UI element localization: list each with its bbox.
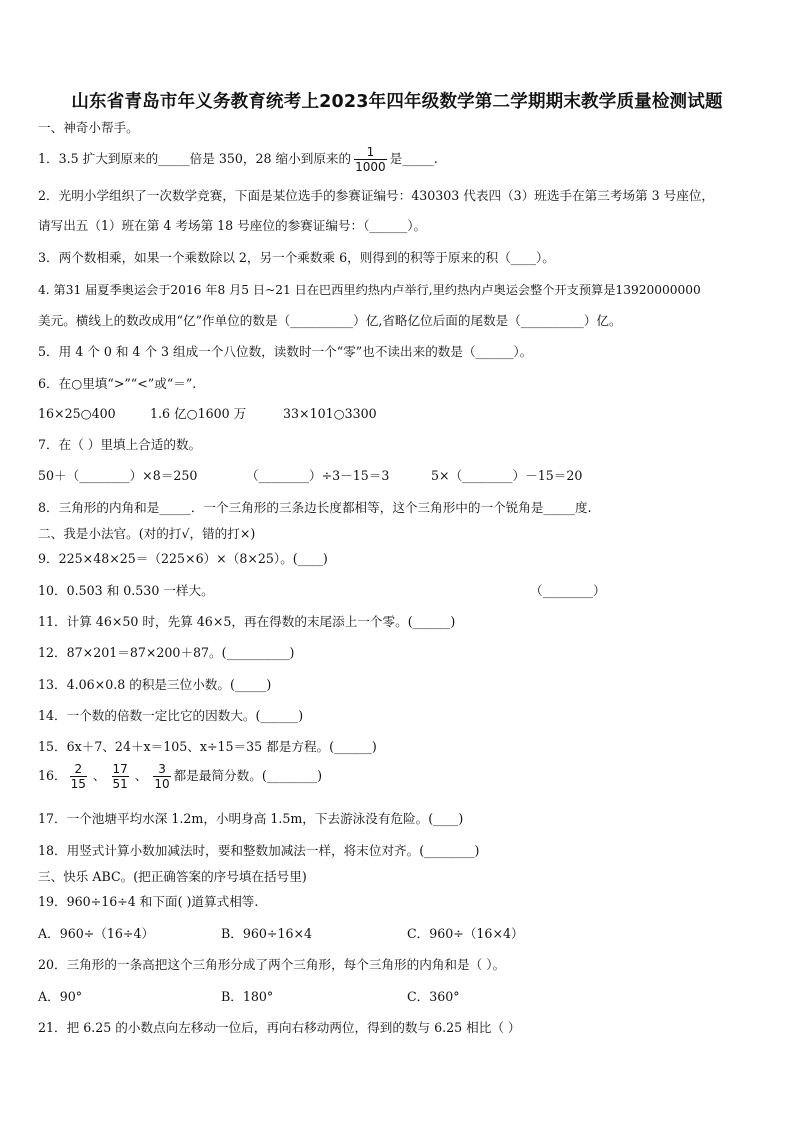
page-title: 山东省青岛市年义务教育统考上2023年四年级数学第二学期期末教学质量检测试题	[71, 92, 723, 112]
question-7-item-b: （________）÷3－15＝3	[246, 468, 390, 483]
question-7-item-c: 5×（________）－15＝20	[431, 468, 583, 483]
question-1	[38, 145, 438, 174]
question-6-item-b: 1.6 亿○1600 万	[150, 406, 247, 421]
question-4-line-1: 4. 第31 届夏季奥运会于2016 年8 月5 日~21 日在巴西里约热内卢举行,里约热内卢奥运会整个开支预算是13920000000	[38, 283, 701, 297]
question-16: 16． $\frac{2}{15}$ 、 $\frac{17}{51}$ 、 $\frac{3}{10}$ 都是最简分数。(________)	[38, 762, 323, 791]
fraction-1-over-1000: $\frac{1}{1000}$	[355, 145, 386, 174]
question-16-tail: 都是最简分数。(________)	[173, 768, 323, 783]
section-heading-1: 一、神奇小帮手。	[38, 120, 139, 135]
question-16-label: 16．	[38, 768, 67, 783]
question-2-line-1: 2．光明小学组织了一次数学竞赛，下面是某位选手的参赛证编号：430303 代表四（3）班选手在第三考场第 3 号座位，	[38, 188, 715, 203]
fraction-17-over-51: $\frac{17}{51}$	[112, 762, 128, 791]
question-4-line-2: 美元。横线上的数改成用“亿”作单位的数是（__________）亿,省略亿位后面的尾数是（__________）亿。	[38, 313, 622, 328]
question-7: 7．在（ ）里填上合适的数。	[38, 437, 202, 452]
question-20-option-a: A．90°	[38, 989, 83, 1004]
question-9: 9．225×48×25＝（225×6）×（8×25）。(____)	[38, 551, 328, 566]
question-2-line-2: 请写出五（1）班在第 4 考场第 18 号座位的参赛证编号：（______）。	[38, 218, 427, 233]
question-20: 20．三角形的一条高把这个三角形分成了两个三角形，每个三角形的内角和是（ ）。	[38, 957, 506, 972]
question-21: 21．把 6.25 的小数点向左移动一位后，再向右移动两位，得到的数与 6.25 相比（ ）	[38, 1020, 521, 1035]
question-19-option-c: C．960÷（16×4）	[407, 926, 524, 941]
question-19-option-b: B．960÷16×4	[221, 926, 313, 941]
question-10: 10．0.503 和 0.530 一样大。	[38, 583, 214, 598]
question-6: 6．在○里填“>”“<”或“＝”.	[38, 376, 197, 391]
question-20-option-b: B．180°	[221, 989, 274, 1004]
question-3: 3．两个数相乘，如果一个乘数除以 2，另一个乘数乘 6，则得到的积等于原来的积（____）。	[38, 250, 555, 265]
question-19-option-a: A．960÷（16÷4）	[38, 926, 155, 941]
question-11: 11．计算 46×50 时，先算 46×5，再在得数的末尾添上一个零。(______)	[38, 614, 456, 629]
question-6-item-c: 33×101○3300	[283, 406, 377, 421]
question-19: 19．960÷16÷4 和下面( )道算式相等.	[38, 894, 259, 909]
section-heading-2: 二、我是小法官。(对的打√，错的打×)	[38, 526, 256, 541]
fraction-2-over-15: $\frac{2}{15}$	[70, 762, 86, 791]
question-10-answer-blank: （________）	[530, 583, 606, 598]
question-1-text: 1．3.5 扩大到原来的_____倍是 350，28 缩小到原来的	[38, 151, 352, 166]
question-20-option-c: C．360°	[407, 989, 460, 1004]
question-13: 13．4.06×0.8 的积是三位小数。(_____)	[38, 677, 272, 692]
question-5: 5．用 4 个 0 和 4 个 3 组成一个八位数，读数时一个“零”也不读出来的数是（______）。	[38, 344, 533, 359]
question-8: 8．三角形的内角和是_____．一个三角形的三条边长度都相等，这个三角形中的一个锐角是_____度.	[38, 500, 592, 515]
question-7-item-a: 50＋（________）×8＝250	[38, 468, 198, 483]
question-15: 15．6x＋7、24＋x＝105、x÷15＝35 都是方程。(______)	[38, 739, 377, 754]
section-heading-3: 三、快乐 ABC。(把正确答案的序号填在括号里)	[38, 869, 307, 884]
question-6-item-a: 16×25○400	[38, 406, 116, 421]
fraction-3-over-10: $\frac{3}{10}$	[154, 762, 170, 791]
question-18: 18．用竖式计算小数加减法时，要和整数加减法一样，将末位对齐。(________)	[38, 843, 480, 858]
question-17: 17．一个池塘平均水深 1.2m，小明身高 1.5m，下去游泳没有危险。(____)	[38, 811, 464, 826]
question-1-tail: 是_____.	[389, 151, 438, 166]
question-14: 14．一个数的倍数一定比它的因数大。(______)	[38, 708, 304, 723]
question-12: 12．87×201＝87×200＋87。(__________)	[38, 645, 295, 660]
